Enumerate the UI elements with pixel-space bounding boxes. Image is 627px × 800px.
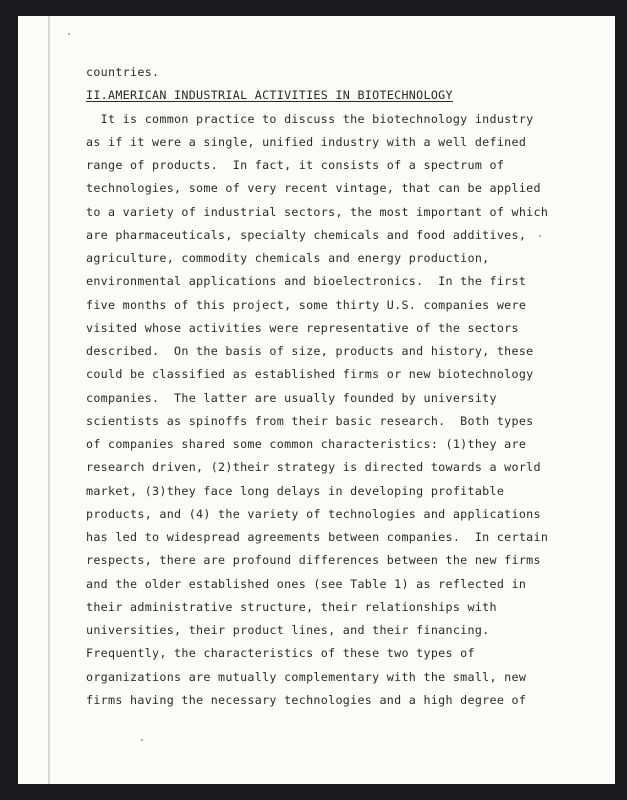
text-line: as if it were a single, unified industry with a well defined xyxy=(86,134,527,149)
text-line: market, (3)they face long delays in developing profitable xyxy=(86,483,505,498)
text-line: are pharmaceuticals, specialty chemicals and food additives, xyxy=(86,227,527,242)
text-line: research driven, (2)their strategy is directed towards a world xyxy=(86,460,541,475)
text-line: has led to widespread agreements between companies. In certain xyxy=(86,530,549,544)
text-line: and the older established ones (see Table 1) as reflected in xyxy=(86,576,527,591)
text-line: of companies shared some common characteristics: (1)they are xyxy=(86,437,527,451)
text-line: described. On the basis of size, products and history, these xyxy=(86,344,534,358)
text-line: It is common practice to discuss the biotechnology industry xyxy=(86,111,534,126)
text-line: organizations are mutually complementary with the small, new xyxy=(86,669,527,684)
section-heading: II.AMERICAN INDUSTRIAL ACTIVITIES IN BIOTECHNOLOGY xyxy=(86,88,453,103)
text-line: countries. xyxy=(86,65,160,79)
text-line: firms having the necessary technologies and a high degree of xyxy=(86,692,527,707)
text-line: companies. The latter are usually founded by university xyxy=(86,390,497,405)
document-page xyxy=(18,16,615,784)
text-line: agriculture, commodity chemicals and energy production, xyxy=(86,251,490,265)
text-line: scientists as spinoffs from their basic research. Both types xyxy=(86,413,534,428)
body-text xyxy=(86,61,586,712)
margin-line xyxy=(48,16,50,784)
text-line: Frequently, the characteristics of these two types of xyxy=(86,646,475,661)
text-line: environmental applications and bioelectronics. In the first xyxy=(86,274,527,289)
text-line: to a variety of industrial sectors, the most important of which xyxy=(86,204,549,219)
paper-speck xyxy=(141,739,143,741)
text-line: their administrative structure, their relationships with xyxy=(86,599,497,614)
text-line: technologies, some of very recent vintage, that can be applied xyxy=(86,181,541,196)
text-line: range of products. In fact, it consists of a spectrum of xyxy=(86,158,505,172)
text-line: universities, their product lines, and their financing. xyxy=(86,623,490,637)
text-line: five months of this project, some thirty U.S. companies were xyxy=(86,297,527,312)
text-line: could be classified as established firms or new biotechnology xyxy=(86,367,534,382)
paper-speck xyxy=(68,33,70,35)
text-line: respects, there are profound differences between the new firms xyxy=(86,553,541,568)
text-line: products, and (4) the variety of technologies and applications xyxy=(86,506,541,521)
text-line: visited whose activities were representative of the sectors xyxy=(86,320,519,335)
